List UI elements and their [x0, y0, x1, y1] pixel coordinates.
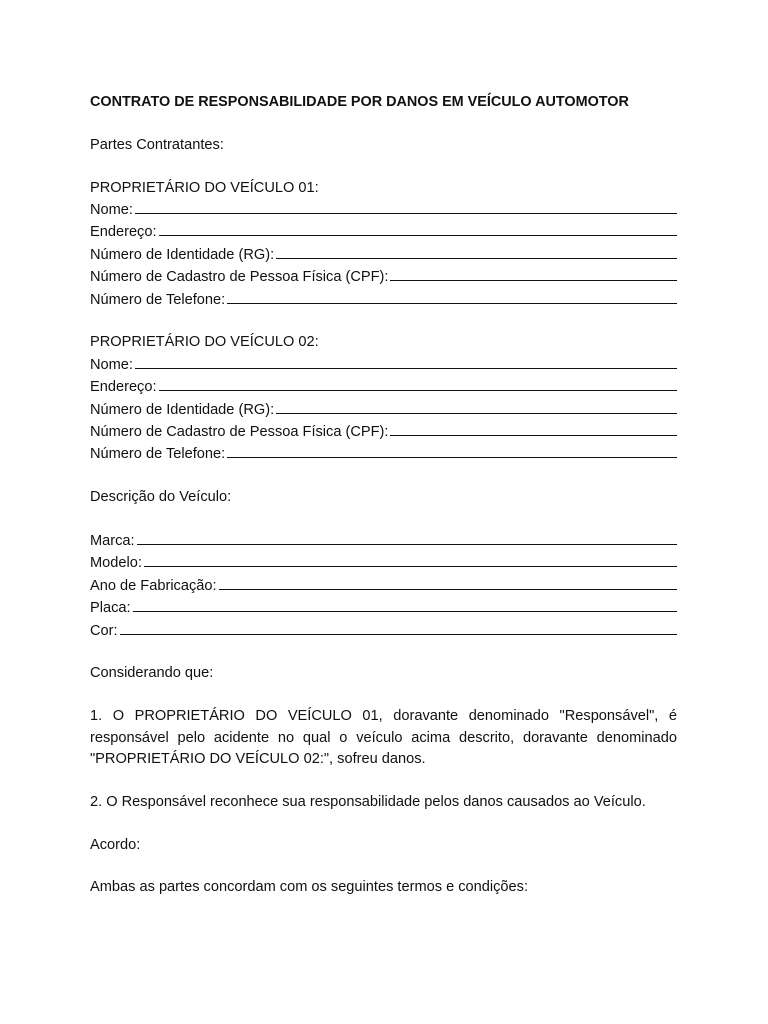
field-label: Ano de Fabricação: — [90, 577, 217, 594]
field-label: Marca: — [90, 533, 135, 550]
considering-heading: Considerando que: — [90, 665, 214, 682]
fill-line[interactable] — [276, 244, 677, 259]
owner1-address-field[interactable] — [90, 221, 677, 243]
field-label: Endereço: — [90, 224, 157, 241]
fill-line[interactable] — [135, 354, 677, 369]
fill-line[interactable] — [137, 530, 677, 545]
owner1-heading: PROPRIETÁRIO DO VEÍCULO 01: — [90, 179, 319, 196]
fill-line[interactable] — [227, 443, 677, 458]
fill-line[interactable] — [159, 221, 677, 236]
fill-line[interactable] — [135, 199, 677, 214]
fill-line[interactable] — [227, 289, 677, 304]
fill-line[interactable] — [219, 575, 677, 590]
field-label: Número de Telefone: — [90, 446, 226, 463]
field-label: Número de Identidade (RG): — [90, 401, 275, 418]
vehicle-model-field[interactable] — [90, 552, 677, 574]
field-label: Nome: — [90, 356, 133, 373]
vehicle-brand-field[interactable] — [90, 530, 677, 552]
field-label: Número de Identidade (RG): — [90, 246, 275, 263]
clause-1: 1. O PROPRIETÁRIO DO VEÍCULO 01, doravante denominado "Responsável", é responsável pelo acidente no qual o veículo acima descrito, doravante denominado "PROPRIETÁRIO DO VEÍCULO 02:", sofreu danos. — [90, 708, 677, 768]
owner1-name-field[interactable] — [90, 199, 677, 221]
fill-line[interactable] — [276, 399, 677, 414]
contract-document — [90, 92, 677, 899]
field-label: Endereço: — [90, 379, 157, 396]
vehicle-heading: Descrição do Veículo: — [90, 489, 232, 506]
field-label: Placa: — [90, 600, 131, 617]
fill-line[interactable] — [390, 421, 677, 436]
vehicle-year-field[interactable] — [90, 575, 677, 597]
owner2-address-field[interactable] — [90, 376, 677, 398]
vehicle-color-field[interactable] — [90, 620, 677, 642]
field-label: Número de Cadastro de Pessoa Física (CPF): — [90, 424, 389, 441]
owner2-heading: PROPRIETÁRIO DO VEÍCULO 02: — [90, 334, 319, 351]
field-label: Número de Telefone: — [90, 291, 226, 308]
owner2-phone-field[interactable] — [90, 443, 677, 465]
field-label: Nome: — [90, 202, 133, 218]
vehicle-plate-field[interactable] — [90, 597, 677, 619]
fill-line[interactable] — [144, 552, 677, 567]
document-title: CONTRATO DE RESPONSABILIDADE POR DANOS EM VEÍCULO AUTOMOTOR — [90, 94, 629, 110]
owner1-cpf-field[interactable] — [90, 266, 677, 288]
fill-line[interactable] — [390, 266, 677, 281]
owner1-phone-field[interactable] — [90, 289, 677, 311]
fill-line[interactable] — [120, 620, 677, 635]
owner1-rg-field[interactable] — [90, 244, 677, 266]
owner2-cpf-field[interactable] — [90, 421, 677, 443]
owner2-rg-field[interactable] — [90, 399, 677, 421]
parties-heading: Partes Contratantes: — [90, 136, 224, 153]
fill-line[interactable] — [159, 376, 677, 391]
fill-line[interactable] — [133, 597, 677, 612]
agreement-intro: Ambas as partes concordam com os seguintes termos e condições: — [90, 879, 529, 896]
clause-2: 2. O Responsável reconhece sua responsabilidade pelos danos causados ao Veículo. — [90, 793, 646, 810]
field-label: Modelo: — [90, 555, 142, 572]
field-label: Número de Cadastro de Pessoa Física (CPF): — [90, 269, 389, 286]
field-label: Cor: — [90, 622, 118, 639]
owner2-name-field[interactable] — [90, 354, 677, 376]
agreement-heading: Acordo: — [90, 836, 141, 853]
